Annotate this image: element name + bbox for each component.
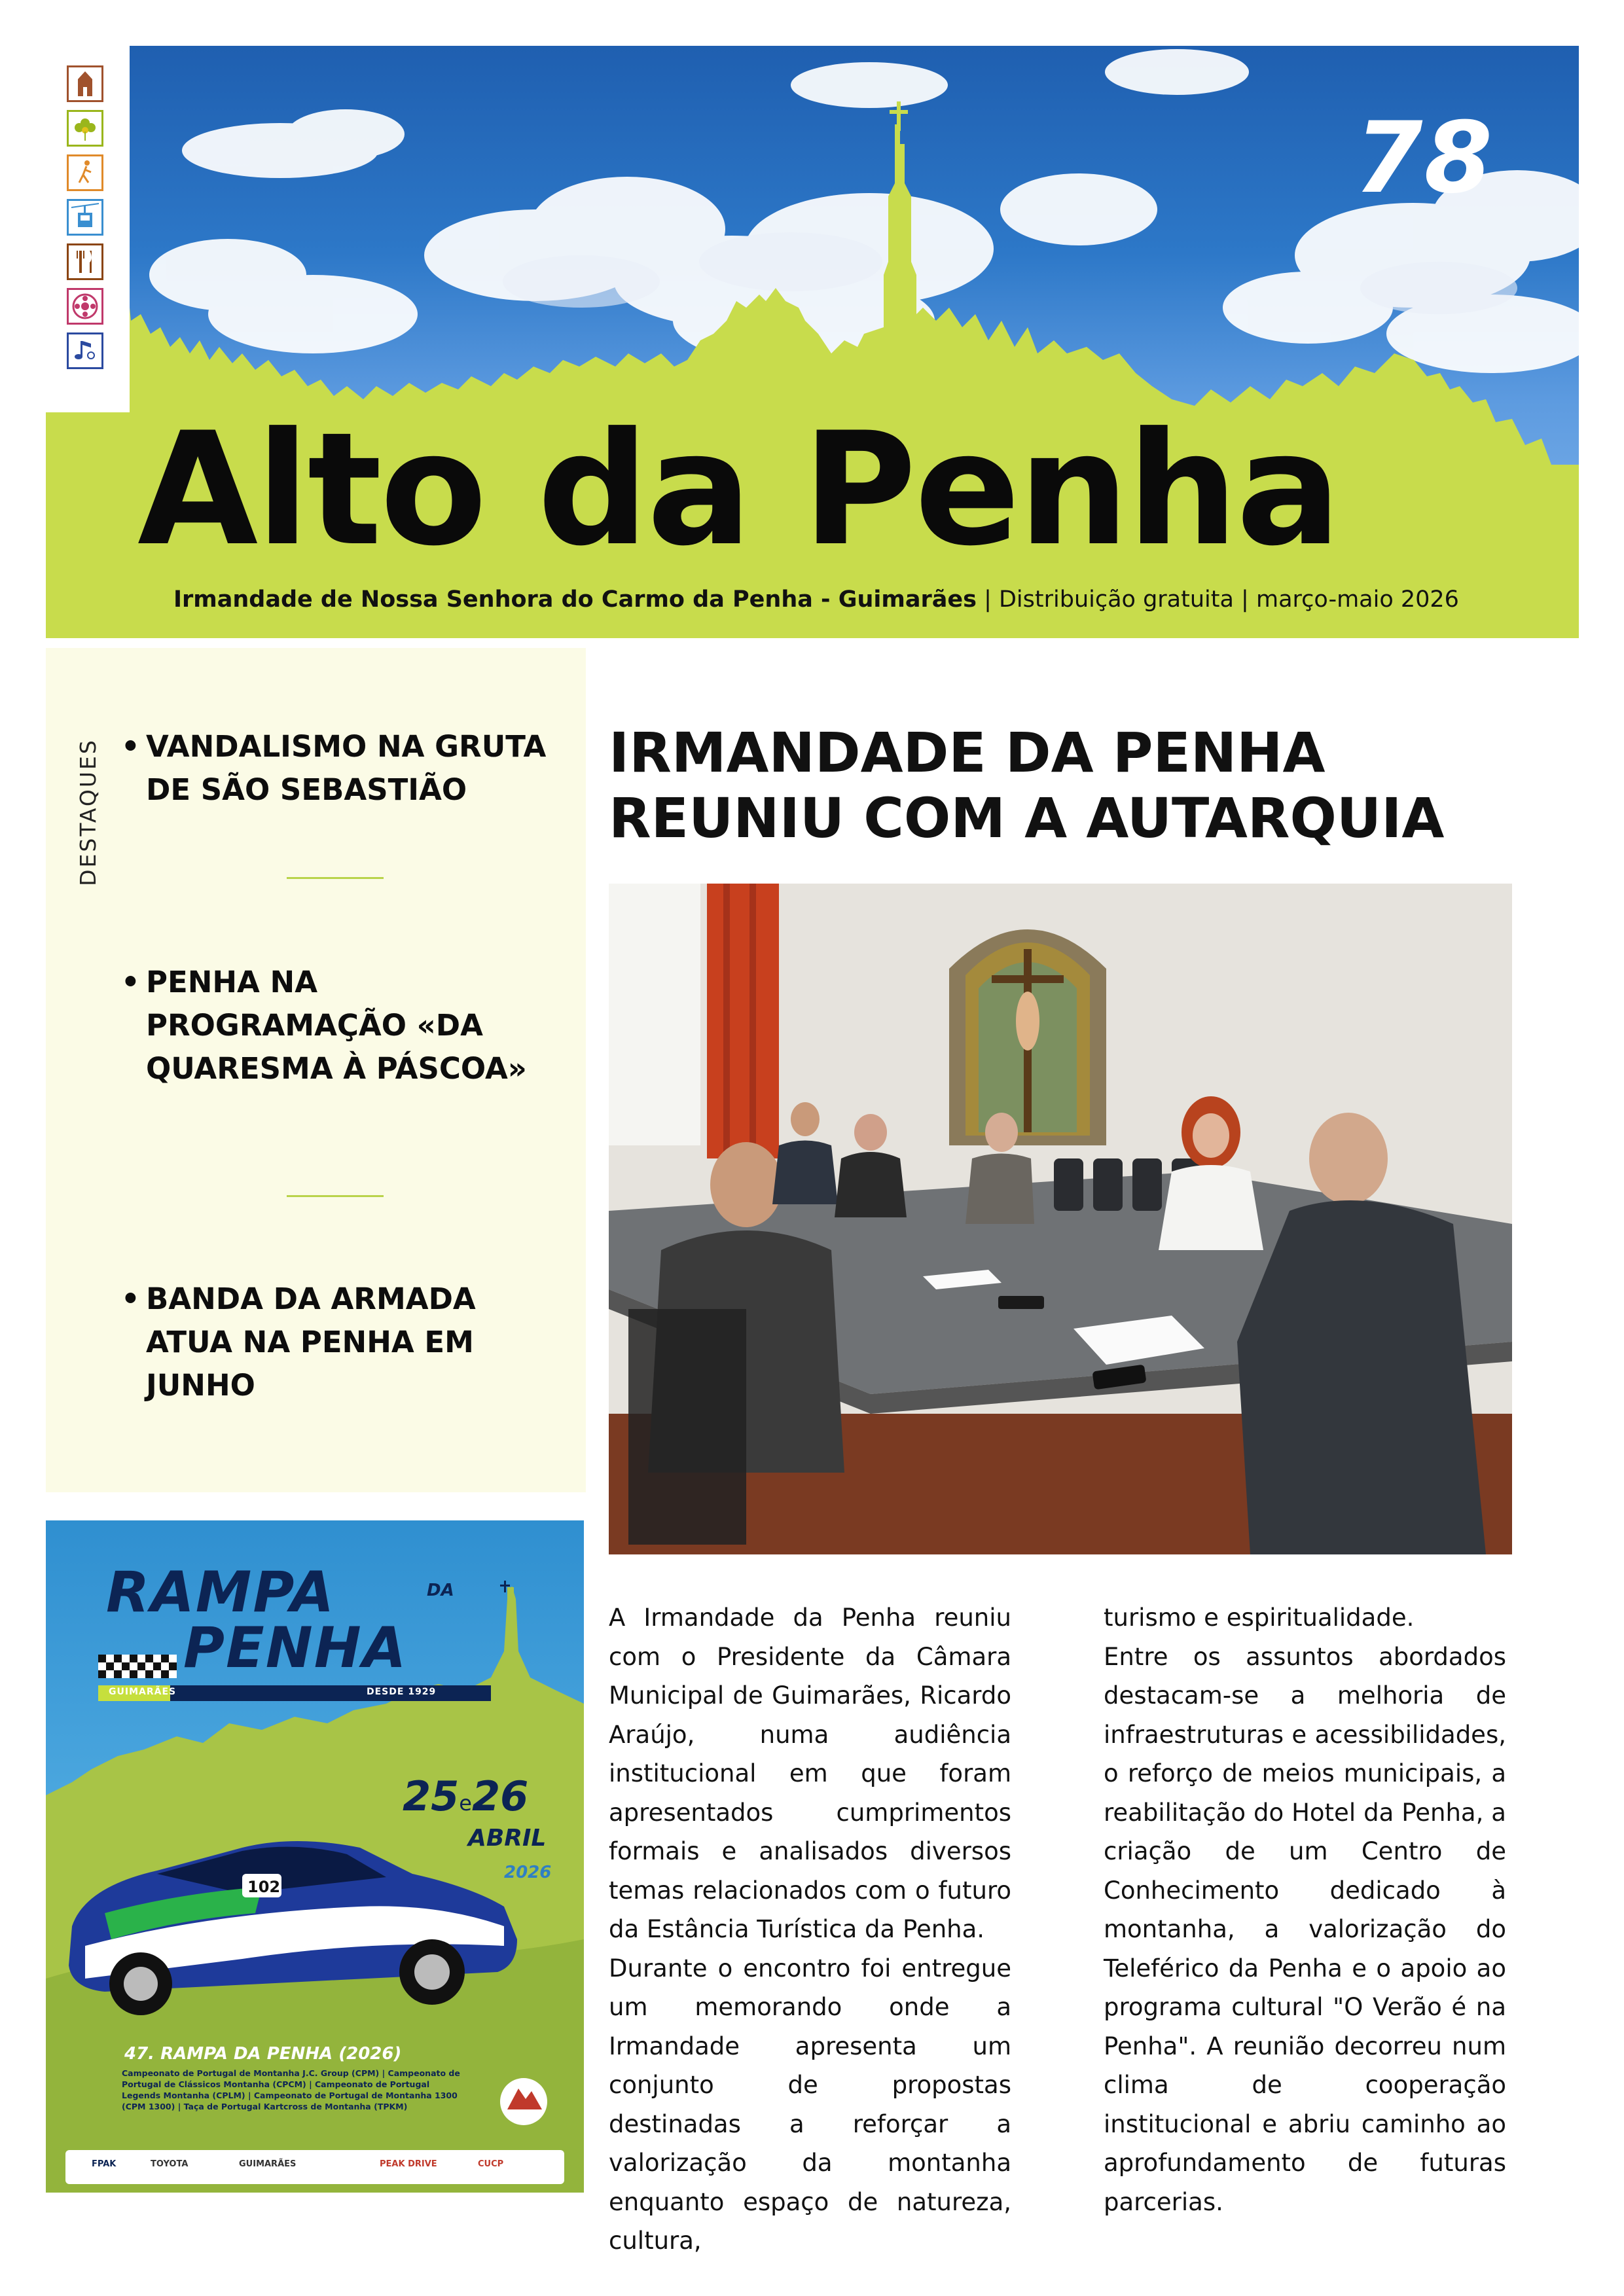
svg-text:102: 102: [247, 1878, 281, 1896]
sponsor-logo: CUCP: [478, 2159, 504, 2169]
cucp-logo: [500, 2078, 547, 2125]
organization-name: Irmandade de Nossa Senhora do Carmo da Penha - Guimarães: [173, 586, 977, 613]
music-icon: [67, 332, 103, 369]
highlight-item[interactable]: [121, 725, 560, 812]
poster-date-end: 26: [471, 1772, 529, 1820]
poster-since: DESDE 1929: [367, 1687, 437, 1697]
article-paragraph: Entre os assuntos abordados destacam-se a melhoria de infraestruturas e acessibilidades, o reforço de meios municipais, a reabilitação do Hotel da Penha, a criação de um Centro de Conhecimento dedicado à montanha, a valorização do Teleférico da Penha e o apoio ao programa cultural "O Verão é na Penha". A reunião decorreu num clima de cooperação institucional e abriu caminho ao aprofundamento de futuras parcerias.: [1104, 1642, 1506, 2216]
bullet: •: [121, 729, 140, 764]
article-photo: [609, 884, 1512, 1554]
highlight-item[interactable]: [121, 1278, 560, 1407]
rampa-poster[interactable]: [46, 1520, 584, 2193]
meeting-photo-illustration: [609, 884, 1512, 1554]
poster-city: GUIMARÃES: [109, 1687, 177, 1697]
article-column-2: [1104, 1598, 1506, 2221]
divider: [287, 1195, 384, 1197]
poster-title-rampa: RAMPA: [106, 1560, 336, 1625]
article-paragraph: Durante o encontro foi entregue um memorando onde a Irmandade apresenta um conjunto de propostas destinadas a reforçar a valorização da montanha enquanto espaço de natureza, cultura,: [609, 1954, 1011, 2255]
walker-icon: [67, 154, 103, 191]
masthead-subline: [173, 586, 1459, 613]
sponsor-logo: FPAK: [92, 2159, 117, 2169]
sponsor-bar: [65, 2150, 564, 2184]
highlight-text: PENHA NA PROGRAMAÇÃO «DA QUARESMA À PÁSCOA»: [146, 965, 527, 1086]
checkered-flag-icon: [98, 1655, 177, 1678]
sponsor-logo: GUIMARÃES: [239, 2159, 297, 2169]
poster-date-joiner: e: [459, 1791, 472, 1816]
bullet: •: [121, 1282, 140, 1316]
sponsor-logo: TOYOTA: [151, 2159, 189, 2169]
cutlery-icon: [67, 243, 103, 280]
highlight-text: VANDALISMO NA GRUTA DE SÃO SEBASTIÃO: [146, 729, 547, 807]
poster-year: 2026: [504, 1863, 552, 1882]
poster-title-da: DA: [427, 1581, 454, 1600]
poster-championships: Campeonato de Portugal de Montanha J.C. Group (CPM) | Campeonato de Portugal de Clássicos Montanha (CPCM) | Campeonato de Portugal Legends Montanha (CPLM) | Campeonato de Portugal de Montanha 1300 (CPM 1300) | Taça de Portugal Kartcross de Montanha (TPKM): [122, 2068, 460, 2111]
bullet: •: [121, 965, 140, 999]
issue-number: 78: [1354, 101, 1494, 215]
masthead-title: Alto da Penha: [137, 399, 1340, 581]
icon-strip: [46, 46, 130, 393]
article-title: IRMANDADE DA PENHA REUNIU COM A AUTARQUIA: [609, 721, 1445, 850]
highlight-item[interactable]: [121, 961, 560, 1090]
article-column-1: [609, 1598, 1011, 2261]
cable-car-icon: [67, 199, 103, 236]
flower-icon: [67, 110, 103, 147]
poster-date-start: 25: [403, 1772, 460, 1820]
poster-dates: [403, 1772, 528, 1820]
highlights-label: DESTAQUES: [75, 738, 101, 886]
poster-month: ABRIL: [468, 1825, 547, 1852]
poster-title-penha: PENHA: [183, 1615, 408, 1681]
distribution-info: | Distribuição gratuita | março-maio 2026: [976, 586, 1459, 613]
masthead: [46, 46, 1579, 638]
sponsor-logo: PEAK DRIVE: [380, 2159, 437, 2169]
article-paragraph: A Irmandade da Penha reuniu com o Presidente da Câmara Municipal de Guimarães, Ricardo Araújo, numa audiência institucional em que foram apresentados cumprimentos formais e analisados diversos temas relacionados com o futuro da Estância Turística da Penha.: [609, 1604, 1011, 1943]
rose-window-icon: [67, 288, 103, 325]
divider: [287, 877, 384, 879]
church-icon: [67, 65, 103, 102]
highlight-text: BANDA DA ARMADA ATUA NA PENHA EM JUNHO: [146, 1282, 476, 1403]
poster-edition: 47. RAMPA DA PENHA (2026): [124, 2044, 402, 2064]
article-paragraph: turismo e espiritualidade.: [1104, 1604, 1415, 1632]
